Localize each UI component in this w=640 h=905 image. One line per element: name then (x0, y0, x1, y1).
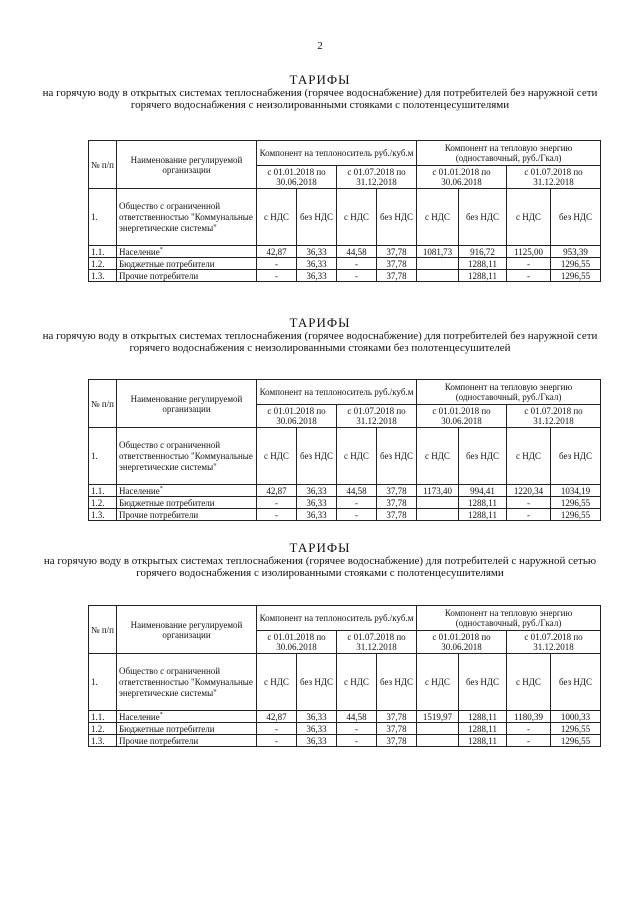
cell-energy-novat-1 (459, 258, 507, 270)
cell-carrier-vat-1-text: 42,87 (266, 485, 287, 496)
cell-carrier-novat-1-text: 36,33 (306, 723, 327, 734)
tariff-table-1 (88, 140, 601, 282)
row-name-text: Бюджетные потребители (119, 258, 215, 269)
header-vat: с НДС (417, 428, 459, 485)
cell-carrier-novat-1-text: 36,33 (306, 509, 327, 520)
row-num (89, 246, 117, 258)
cell-energy-vat-1 (417, 711, 459, 723)
header-energy: Компонент на тепловую энергию (одноставочный, руб./Гкал) (417, 141, 601, 166)
cell-carrier-novat-1-text: 36,33 (306, 270, 327, 281)
cell-carrier-vat-1-text: - (275, 270, 278, 281)
row-name (117, 735, 257, 747)
header-period-1: с 01.01.2018 по 30.06.2018 (257, 166, 337, 189)
header-vat: с НДС (507, 428, 551, 485)
header-vat: с НДС (337, 654, 377, 711)
header-novat: без НДС (551, 189, 601, 246)
header-novat: без НДС (459, 189, 507, 246)
row-name-text: Прочие потребители (119, 735, 199, 746)
cell-energy-vat-2 (507, 485, 551, 497)
cell-carrier-vat-1-text: - (275, 509, 278, 520)
cell-energy-novat-1 (459, 723, 507, 735)
cell-energy-novat-2-text: 1296,55 (560, 258, 591, 269)
row-num (89, 258, 117, 270)
cell-carrier-novat-1-text: 36,33 (306, 735, 327, 746)
cell-energy-vat-2 (507, 711, 551, 723)
cell-carrier-novat-2-text: 37,78 (386, 485, 407, 496)
cell-carrier-novat-2-text: 37,78 (386, 246, 407, 257)
cell-energy-novat-1 (459, 485, 507, 497)
cell-carrier-novat-2 (377, 509, 417, 521)
cell-energy-vat-2-text: - (527, 497, 530, 508)
org-name: Общество с ограниченной ответственностью "Коммунальные энергетические системы" (117, 428, 257, 485)
row-num (89, 723, 117, 735)
tariff-table-2 (88, 379, 601, 521)
row-num-text: 1.3. (91, 270, 105, 281)
row-num-text: 1.2. (91, 258, 105, 269)
cell-carrier-vat-2 (337, 723, 377, 735)
cell-energy-novat-1 (459, 711, 507, 723)
cell-energy-vat-2 (507, 246, 551, 258)
cell-energy-vat-2 (507, 723, 551, 735)
header-period-2: с 01.07.2018 по 31.12.2018 (337, 405, 417, 428)
header-period-2: с 01.07.2018 по 31.12.2018 (507, 405, 601, 428)
org-name: Общество с ограниченной ответственностью "Коммунальные энергетические системы" (117, 654, 257, 711)
section-title: ТАРИФЫ (289, 315, 351, 330)
cell-carrier-vat-2 (337, 735, 377, 747)
table-row (89, 497, 601, 509)
table-row (89, 711, 601, 723)
cell-carrier-novat-1 (297, 270, 337, 282)
cell-energy-novat-2-text: 1000,33 (560, 711, 591, 722)
header-novat: без НДС (297, 654, 337, 711)
cell-energy-novat-2 (551, 509, 601, 521)
cell-energy-novat-2-text: 1296,55 (560, 270, 591, 281)
cell-energy-vat-2 (507, 258, 551, 270)
row-name (117, 270, 257, 282)
cell-energy-novat-1-text: 1288,11 (468, 258, 497, 269)
cell-energy-vat-1-text: 1173,40 (423, 485, 452, 496)
header-period-1: с 01.01.2018 по 30.06.2018 (257, 405, 337, 428)
cell-energy-vat-2-text: 1220,34 (513, 485, 544, 496)
section-subtitle: на горячую воду в открытых системах теплоснабжения (горячее водоснабжение) для потребителей без наружной сети горячего водоснабжения с неизолированными стояками без полотенцесушителей (42, 330, 598, 354)
header-period-2: с 01.07.2018 по 31.12.2018 (337, 166, 417, 189)
cell-carrier-vat-2-text: - (355, 509, 358, 520)
row-name (117, 485, 257, 497)
cell-energy-novat-1 (459, 270, 507, 282)
header-novat: без НДС (297, 428, 337, 485)
table-row (89, 270, 601, 282)
table-row (89, 723, 601, 735)
cell-energy-novat-1 (459, 246, 507, 258)
cell-carrier-novat-1 (297, 711, 337, 723)
cell-carrier-vat-2 (337, 270, 377, 282)
header-name: Наименование регулируемой организации (117, 380, 257, 428)
header-energy: Компонент на тепловую энергию (одноставочный, руб./Гкал) (417, 380, 601, 405)
row-num (89, 509, 117, 521)
cell-energy-novat-2 (551, 497, 601, 509)
tariff-table-3 (88, 605, 601, 747)
header-period-2: с 01.07.2018 по 31.12.2018 (507, 166, 601, 189)
header-period-1: с 01.01.2018 по 30.06.2018 (417, 166, 507, 189)
row-name-text: Бюджетные потребители (119, 723, 215, 734)
header-vat: с НДС (257, 428, 297, 485)
header-novat: без НДС (377, 189, 417, 246)
header-carrier: Компонент на теплоноситель руб./куб.м (257, 380, 417, 405)
cell-energy-vat-1 (417, 270, 459, 282)
cell-carrier-novat-1-text: 36,33 (306, 246, 327, 257)
row-num-text: 1.1. (91, 246, 105, 257)
row-num-text: 1.3. (91, 509, 105, 520)
cell-carrier-novat-1 (297, 485, 337, 497)
row-num (89, 485, 117, 497)
table-row (89, 509, 601, 521)
row-num (89, 270, 117, 282)
cell-energy-novat-2-text: 953,39 (563, 246, 588, 257)
cell-carrier-novat-1 (297, 246, 337, 258)
cell-energy-novat-2 (551, 711, 601, 723)
cell-carrier-novat-2 (377, 246, 417, 258)
org-num: 1. (89, 428, 117, 485)
cell-carrier-novat-2 (377, 735, 417, 747)
cell-carrier-novat-2-text: 37,78 (386, 497, 407, 508)
cell-energy-novat-1 (459, 509, 507, 521)
header-period-2: с 01.07.2018 по 31.12.2018 (337, 631, 417, 654)
cell-energy-vat-2-text: - (527, 270, 530, 281)
footnote-mark: * (159, 711, 163, 718)
cell-carrier-novat-2-text: 37,78 (386, 711, 407, 722)
cell-energy-vat-1 (417, 723, 459, 735)
row-num-text: 1.2. (91, 723, 105, 734)
cell-carrier-novat-2 (377, 270, 417, 282)
cell-energy-novat-1 (459, 735, 507, 747)
cell-energy-vat-2-text: 1180,39 (514, 711, 543, 722)
row-num-text: 1.3. (91, 735, 105, 746)
cell-carrier-vat-2-text: 44,58 (346, 246, 367, 257)
cell-carrier-novat-2 (377, 723, 417, 735)
table-rows (89, 711, 601, 747)
cell-carrier-vat-2-text: - (355, 735, 358, 746)
row-name (117, 509, 257, 521)
row-num (89, 711, 117, 723)
row-name (117, 711, 257, 723)
org-name: Общество с ограниченной ответственностью "Коммунальные энергетические системы" (117, 189, 257, 246)
cell-carrier-novat-2-text: 37,78 (386, 258, 407, 269)
cell-carrier-novat-2 (377, 485, 417, 497)
cell-carrier-novat-1-text: 36,33 (306, 497, 327, 508)
cell-carrier-vat-2-text: 44,58 (346, 711, 367, 722)
cell-carrier-vat-1 (257, 258, 297, 270)
cell-carrier-vat-2 (337, 485, 377, 497)
cell-energy-vat-1 (417, 735, 459, 747)
row-name-text: Население (119, 246, 160, 257)
cell-energy-vat-2 (507, 270, 551, 282)
header-vat: с НДС (257, 189, 297, 246)
org-num: 1. (89, 654, 117, 711)
cell-carrier-vat-1-text: 42,87 (266, 246, 287, 257)
cell-energy-novat-1-text: 1288,11 (468, 711, 497, 722)
footnote-mark: * (159, 485, 163, 492)
header-novat: без НДС (459, 654, 507, 711)
header-novat: без НДС (551, 428, 601, 485)
cell-energy-novat-2 (551, 270, 601, 282)
cell-energy-novat-2 (551, 246, 601, 258)
cell-carrier-vat-1 (257, 711, 297, 723)
header-novat: без НДС (297, 189, 337, 246)
cell-energy-novat-2-text: 1296,55 (560, 509, 591, 520)
cell-energy-novat-2 (551, 723, 601, 735)
cell-energy-novat-2 (551, 258, 601, 270)
row-name (117, 258, 257, 270)
header-period-2: с 01.07.2018 по 31.12.2018 (507, 631, 601, 654)
cell-carrier-novat-1 (297, 723, 337, 735)
cell-energy-novat-2-text: 1034,19 (560, 485, 591, 496)
row-num-text: 1.2. (91, 497, 105, 508)
section-subtitle: на горячую воду в открытых системах теплоснабжения (горячее водоснабжение) для потребителей с наружной сетью горячего водоснабжения с изолированными стояками с полотенцесушителями (43, 555, 597, 579)
header-num: № п/п (89, 380, 117, 428)
row-name-text: Бюджетные потребители (119, 497, 215, 508)
cell-carrier-vat-1 (257, 270, 297, 282)
header-num: № п/п (89, 141, 117, 189)
header-carrier: Компонент на теплоноситель руб./куб.м (257, 606, 417, 631)
cell-carrier-vat-2-text: 44,58 (346, 485, 367, 496)
cell-carrier-vat-1 (257, 509, 297, 521)
cell-carrier-novat-1 (297, 497, 337, 509)
row-num (89, 735, 117, 747)
row-name-text: Прочие потребители (119, 270, 199, 281)
table-row (89, 735, 601, 747)
cell-carrier-vat-2-text: - (355, 497, 358, 508)
cell-energy-novat-1-text: 1288,11 (468, 509, 497, 520)
cell-energy-novat-1-text: 1288,11 (468, 723, 497, 734)
row-num-text: 1.1. (91, 485, 105, 496)
header-vat: с НДС (507, 654, 551, 711)
cell-carrier-vat-2 (337, 497, 377, 509)
footnote-mark: * (159, 246, 163, 253)
row-name-text: Население (119, 711, 160, 722)
cell-energy-vat-2-text: - (527, 258, 530, 269)
cell-energy-novat-2 (551, 485, 601, 497)
cell-carrier-vat-1 (257, 485, 297, 497)
cell-carrier-vat-1-text: - (275, 497, 278, 508)
cell-carrier-novat-2-text: 37,78 (386, 723, 407, 734)
table-rows (89, 246, 601, 282)
table-row (89, 485, 601, 497)
cell-carrier-vat-2-text: - (355, 270, 358, 281)
cell-energy-vat-1 (417, 485, 459, 497)
page-number: 2 (317, 40, 323, 52)
cell-energy-vat-2 (507, 497, 551, 509)
section-title: ТАРИФЫ (289, 72, 351, 87)
table-row (89, 258, 601, 270)
cell-energy-vat-2-text: 1125,00 (514, 246, 543, 257)
cell-carrier-vat-2-text: - (355, 258, 358, 269)
cell-carrier-novat-1-text: 36,33 (306, 711, 327, 722)
header-vat: с НДС (417, 189, 459, 246)
header-novat: без НДС (377, 428, 417, 485)
cell-carrier-novat-1 (297, 509, 337, 521)
tariff-section-3 (0, 540, 640, 579)
cell-energy-vat-1 (417, 509, 459, 521)
cell-energy-vat-2-text: - (527, 723, 530, 734)
cell-carrier-vat-2 (337, 258, 377, 270)
cell-carrier-vat-1 (257, 246, 297, 258)
cell-energy-novat-2-text: 1296,55 (560, 497, 591, 508)
cell-carrier-vat-2 (337, 711, 377, 723)
cell-energy-vat-2-text: - (527, 509, 530, 520)
header-name: Наименование регулируемой организации (117, 606, 257, 654)
row-num (89, 497, 117, 509)
row-name-text: Население (119, 485, 160, 496)
cell-carrier-novat-2-text: 37,78 (386, 735, 407, 746)
cell-carrier-vat-1-text: 42,87 (266, 711, 287, 722)
cell-energy-novat-1-text: 1288,11 (468, 497, 497, 508)
cell-energy-vat-1 (417, 246, 459, 258)
tariff-section-1 (0, 72, 640, 111)
cell-carrier-novat-1-text: 36,33 (306, 485, 327, 496)
cell-carrier-vat-1-text: - (275, 258, 278, 269)
cell-energy-novat-1-text: 1288,11 (468, 270, 497, 281)
cell-energy-novat-2 (551, 735, 601, 747)
cell-carrier-vat-2 (337, 246, 377, 258)
header-novat: без НДС (551, 654, 601, 711)
cell-energy-vat-1-text: 1519,97 (422, 711, 453, 722)
cell-carrier-vat-2-text: - (355, 723, 358, 734)
cell-carrier-novat-2-text: 37,78 (386, 509, 407, 520)
cell-energy-novat-1 (459, 497, 507, 509)
cell-energy-vat-1 (417, 497, 459, 509)
tariff-section-2 (0, 315, 640, 354)
row-name (117, 497, 257, 509)
cell-energy-vat-2-text: - (527, 735, 530, 746)
cell-carrier-novat-1-text: 36,33 (306, 258, 327, 269)
cell-carrier-vat-1 (257, 723, 297, 735)
table-rows (89, 485, 601, 521)
header-energy: Компонент на тепловую энергию (одноставочный, руб./Гкал) (417, 606, 601, 631)
header-vat: с НДС (337, 189, 377, 246)
header-period-1: с 01.01.2018 по 30.06.2018 (417, 405, 507, 428)
cell-energy-novat-2-text: 1296,55 (560, 735, 591, 746)
cell-energy-novat-1-text: 994,41 (470, 485, 495, 496)
section-title: ТАРИФЫ (289, 540, 351, 555)
header-vat: с НДС (337, 428, 377, 485)
cell-carrier-vat-1 (257, 497, 297, 509)
header-novat: без НДС (459, 428, 507, 485)
cell-energy-vat-1-text: 1081,73 (422, 246, 453, 257)
header-vat: с НДС (417, 654, 459, 711)
cell-energy-vat-2 (507, 509, 551, 521)
header-vat: с НДС (507, 189, 551, 246)
header-name: Наименование регулируемой организации (117, 141, 257, 189)
cell-carrier-vat-1 (257, 735, 297, 747)
table-row (89, 246, 601, 258)
cell-carrier-vat-2 (337, 509, 377, 521)
row-num-text: 1.1. (91, 711, 105, 722)
header-novat: без НДС (377, 654, 417, 711)
org-num: 1. (89, 189, 117, 246)
header-vat: с НДС (257, 654, 297, 711)
section-subtitle: на горячую воду в открытых системах теплоснабжения (горячее водоснабжение) для потребителей без наружной сети горячего водоснабжения с неизолированными стояками с полотенцесушителями (42, 87, 598, 111)
cell-energy-vat-2 (507, 735, 551, 747)
cell-energy-vat-1 (417, 258, 459, 270)
header-period-1: с 01.01.2018 по 30.06.2018 (257, 631, 337, 654)
cell-carrier-vat-1-text: - (275, 735, 278, 746)
row-name (117, 723, 257, 735)
header-period-1: с 01.01.2018 по 30.06.2018 (417, 631, 507, 654)
cell-carrier-novat-2 (377, 497, 417, 509)
row-name (117, 246, 257, 258)
cell-carrier-novat-1 (297, 735, 337, 747)
cell-energy-novat-2-text: 1296,55 (560, 723, 591, 734)
cell-carrier-novat-2-text: 37,78 (386, 270, 407, 281)
cell-carrier-vat-1-text: - (275, 723, 278, 734)
header-num: № п/п (89, 606, 117, 654)
cell-carrier-novat-1 (297, 258, 337, 270)
row-name-text: Прочие потребители (119, 509, 199, 520)
header-carrier: Компонент на теплоноситель руб./куб.м (257, 141, 417, 166)
cell-energy-novat-1-text: 916,72 (470, 246, 495, 257)
cell-carrier-novat-2 (377, 711, 417, 723)
cell-energy-novat-1-text: 1288,11 (468, 735, 497, 746)
cell-carrier-novat-2 (377, 258, 417, 270)
